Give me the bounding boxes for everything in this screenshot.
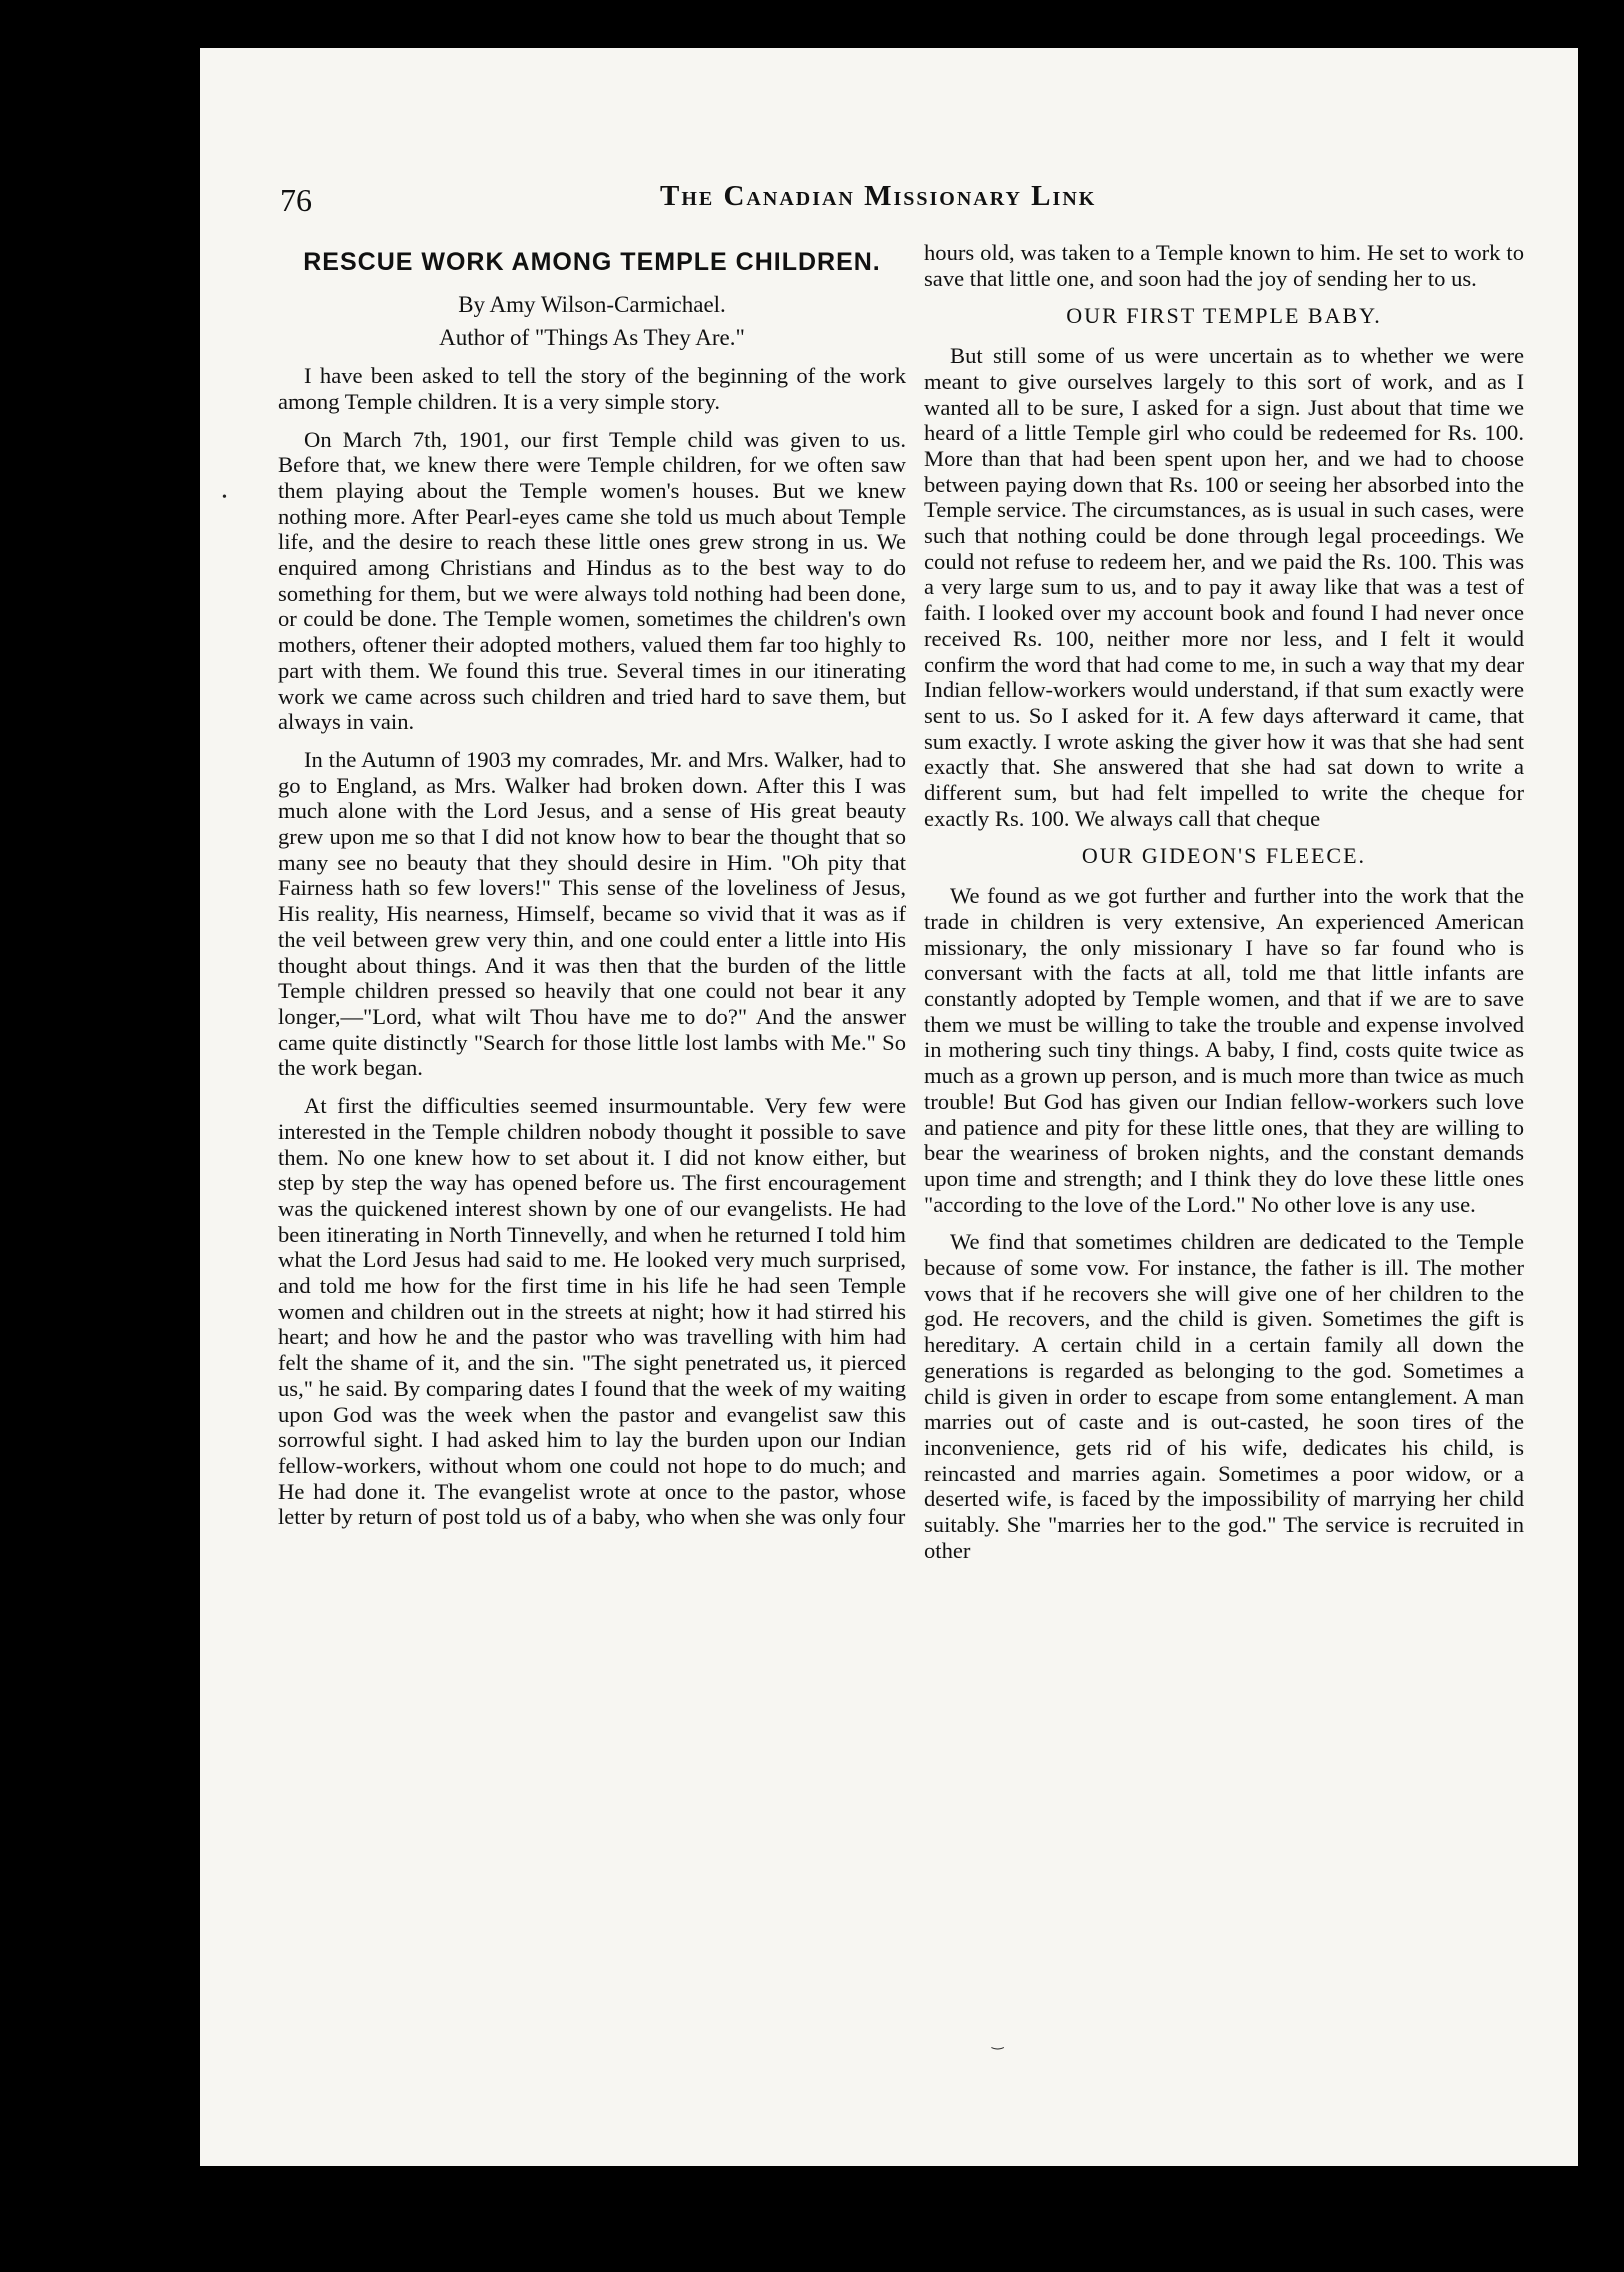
article-title: RESCUE WORK AMONG TEMPLE CHILDREN. xyxy=(303,248,881,276)
author-note: Author of "Things As They Are." xyxy=(439,325,745,351)
paragraph: I have been asked to tell the story of the beginning of the work among Temple children. It is a very simple story. xyxy=(278,363,906,414)
left-column xyxy=(278,240,906,1542)
section-heading: OUR GIDEON'S FLEECE. xyxy=(1081,843,1367,869)
paragraph: But still some of us were uncertain as to whether we were meant to give ourselves largely to this sort of work, and as I wanted all to be sure, I asked for a sign. Just about that time we heard of a little Temple girl who could be redeemed for Rs. 100. More than that had been spent upon her, and we had to choose between paying down that Rs. 100 or seeing her absorbed into the Temple service. The circumstances, as is usual in such cases, were such that nothing could be done through legal proceedings. We could not refuse to redeem her, and we paid the Rs. 100. This was a very large sum to us, and to pay it away like that was a test of faith. I looked over my account book and found I had never once received Rs. 100, neither more nor less, and I felt it would confirm the word that had come to me, in such a way that my dear Indian fellow-workers would understand, if that sum exactly were sent to us. So I asked for it. A few days afterward it came, that sum exactly. I wrote asking the giver how it was that she had sent exactly that. She answered that she had sat down to write a different sum, but had felt impelled to write the cheque for exactly Rs. 100. We always call that cheque xyxy=(924,343,1524,831)
right-column xyxy=(924,240,1524,1575)
journal-title: The Canadian Missionary Link xyxy=(660,180,1097,212)
paragraph: At first the difficulties seemed insurmountable. Very few were interested in the Temple children nobody thought it possible to save them. No one knew how to set about it. I did not know either, but step by step the way has opened before us. The first encouragement was the quickened interest shown by one of our evangelists. He had been itinerating in North Tinnevelly, and when he returned I told him what the Lord Jesus had said to me. He looked very much surprised, and told me how for the first time in his life he had seen Temple women and children out in the streets at night; how it had stirred his heart; and how he and the pastor who was travelling with him had felt the shame of it, and the sin. "The sight penetrated us, it pierced us," he said. By comparing dates I found that the week of my waiting upon God was the week when the pastor and evangelist saw this sorrowful sight. I had asked him to lay the burden upon our Indian fellow-workers, without whom one could not hope to do much; and He had done it. The evangelist wrote at once to the pastor, whose letter by return of post told us of a baby, who when she was only four xyxy=(278,1093,906,1530)
article-byline: By Amy Wilson-Carmichael. xyxy=(458,291,726,317)
paragraph: In the Autumn of 1903 my comrades, Mr. and Mrs. Walker, had to go to England, as Mrs. Walker had broken down. After this I was much alone with the Lord Jesus, and a sense of His great beauty grew upon me so that I did not know how to bear the thought that so many see no beauty that they should desire in Him. "Oh pity that Fairness hath so few lovers!" This sense of the loveliness of Jesus, His reality, His nearness, Himself, became so vivid that it was as if the veil between grew very thin, and one could enter a little into His thought about things. And it was then that the burden of the little Temple children pressed so heavily that one could not bear it any longer,—"Lord, what wilt Thou have me to do?" And the answer came quite distinctly "Search for those little lost lambs with Me." So the work began. xyxy=(278,746,906,1081)
scan-mark: ‿ xyxy=(992,2035,1004,2050)
paragraph: hours old, was taken to a Temple known to him. He set to work to save that little one, and soon had the joy of sending her to us. xyxy=(924,240,1524,291)
page-number: 76 xyxy=(280,182,312,218)
section-heading: OUR FIRST TEMPLE BABY. xyxy=(1066,303,1382,329)
paragraph: On March 7th, 1901, our first Temple child was given to us. Before that, we knew there were Temple children, for we often saw them playing about the Temple women's houses. But we knew nothing more. After Pearl-eyes came she told us much about Temple life, and the desire to reach these little ones grew strong in us. We enquired among Christians and Hindus as to the best way to do something for them, but we were always told nothing had been done, or could be done. The Temple women, sometimes the children's own mothers, oftener their adopted mothers, valued them far too highly to part with them. We found this true. Several times in our itinerating work we came across such children and tried hard to save them, but always in vain. xyxy=(278,426,906,735)
scan-mark: • xyxy=(222,490,227,505)
paragraph: We find that sometimes children are dedicated to the Temple because of some vow. For instance, the father is ill. The mother vows that if he recovers she will give one of her children to the god. He recovers, and the child is given. Sometimes the gift is hereditary. A certain child in a certain family all down the generations is regarded as belonging to the god. Sometimes a child is given in order to escape from some entanglement. A man marries out of caste and is out-casted, he soon tires of the inconvenience, gets rid of his wife, dedicates his child, is reincasted and marries again. Sometimes a poor widow, or a deserted wife, is faced by the impossibility of marrying her child suitably. She "marries her to the god." The service is recruited in other xyxy=(924,1229,1524,1563)
paragraph: We found as we got further and further into the work that the trade in children is very extensive, An experienced American missionary, the only missionary I have so far found who is conversant with the facts at all, told me that little infants are constantly adopted by Temple women, and that if we are to save them we must be willing to take the trouble and expense involved in mothering such tiny things. A baby, I find, costs quite twice as much as a grown up person, and is much more than twice as much trouble! But God has given our Indian fellow-workers such love and patience and pity for these little ones, that they are willing to bear the weariness of broken nights, and the constant demands upon time and strength; and I think they do love these little ones "according to the love of the Lord." No other love is any use. xyxy=(924,883,1524,1217)
